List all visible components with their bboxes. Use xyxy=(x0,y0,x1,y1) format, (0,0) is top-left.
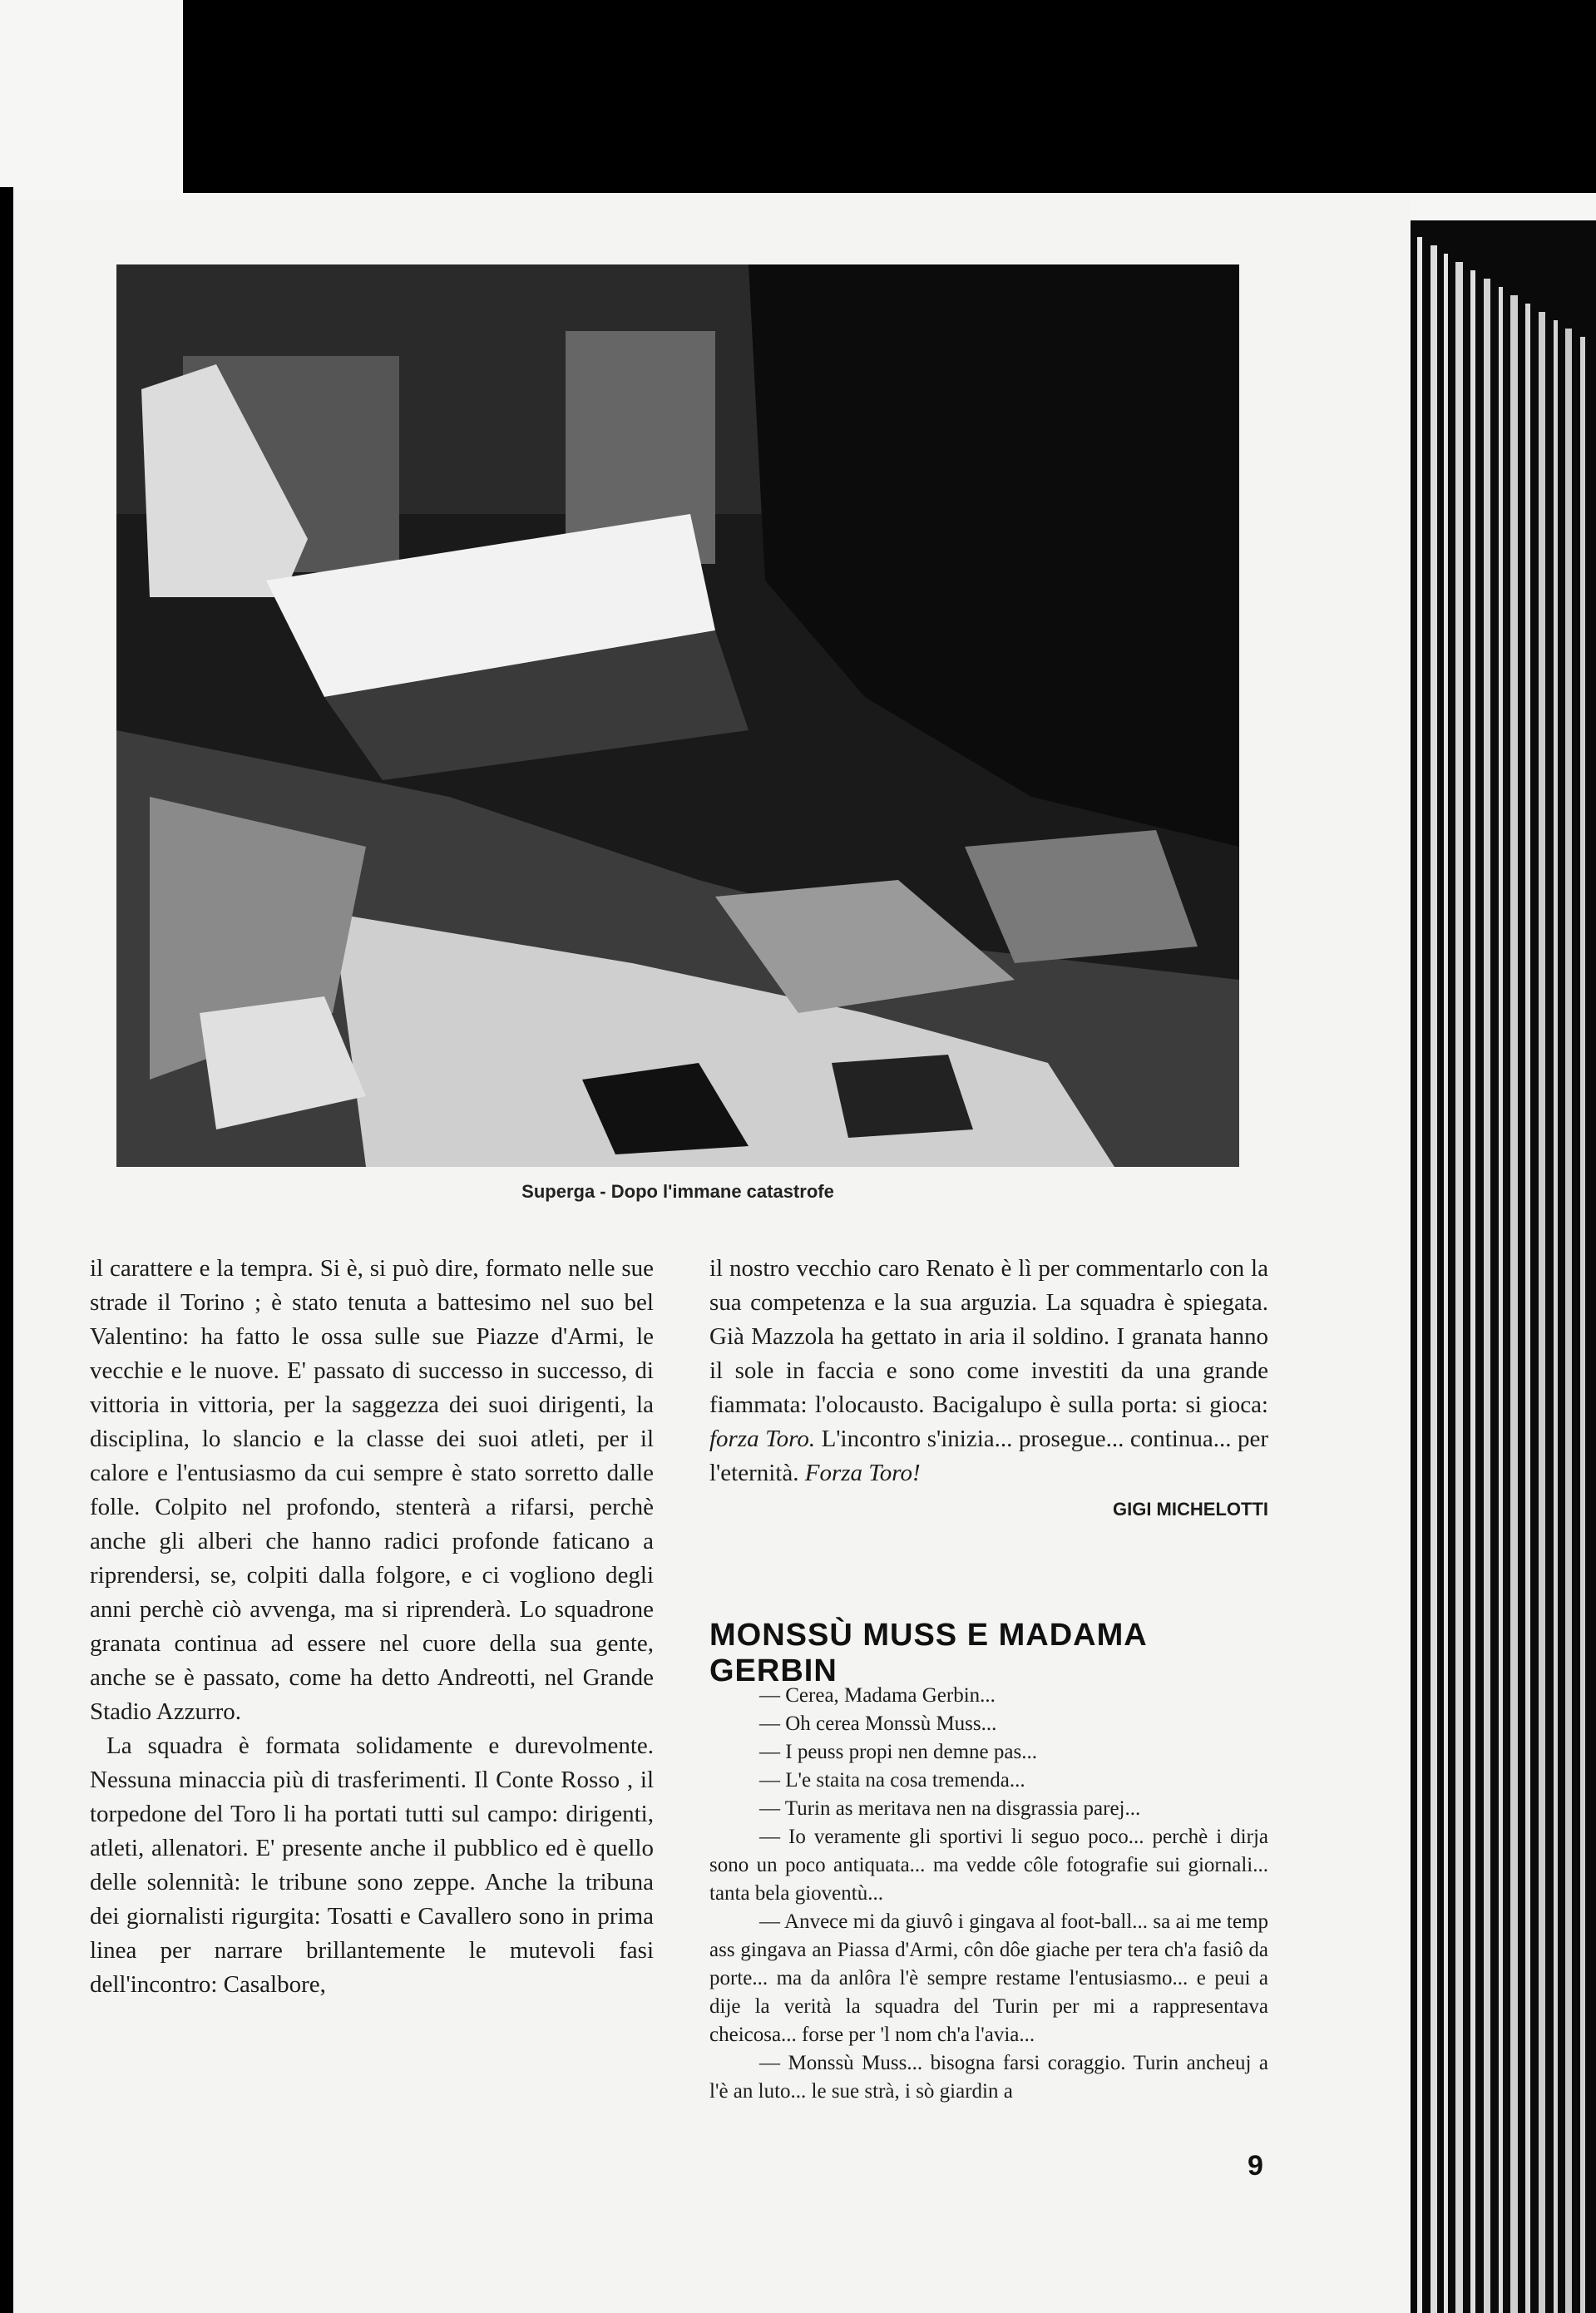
article-paragraph xyxy=(709,1252,1268,1490)
poem-line: — Io veramente gli sportivi li seguo poco... perchè i dirja sono un poco antiquata... ma vedde côle fotografie sui giornali... tanta bela gioventù... xyxy=(709,1826,1268,1905)
article-column-left xyxy=(90,1252,654,2002)
poem-line: — L'e staita na cosa tremenda... xyxy=(759,1769,1025,1792)
page-number: 9 xyxy=(1248,2150,1263,2182)
wreckage-image xyxy=(116,264,1239,1167)
poem-line: — Turin as meritava nen na disgrassia parej... xyxy=(759,1797,1141,1820)
scan-dark-border-left xyxy=(0,187,13,2313)
article-italic: forza Toro. xyxy=(709,1426,816,1452)
crash-photo xyxy=(116,264,1239,1167)
poem-line: — Oh cerea Monssù Muss... xyxy=(759,1713,997,1735)
poem-line: — Cerea, Madama Gerbin... xyxy=(759,1684,996,1707)
article-text: L'incontro s'inizia... prosegue... continua... per l'eternità. xyxy=(709,1426,1268,1486)
article-paragraph: il carattere e la tempra. Si è, si può dire, formato nelle sue strade il Torino ; è stato tenuta a battesimo nel suo bel Valentino: ha fatto le ossa sulle sue Piazze d'Armi, le vecchie e le nuove. E' passato di successo in successo, di vittoria in vittoria, per la saggezza dei suoi dirigenti, la disciplina, lo slancio e la classe dei suoi atleti, per il calore e l'entusiasmo da cui sempre è stato sorretto dalle folle. Colpito nel profondo, stenterà a rifarsi, perchè anche gli alberi che hanno radici profonde faticano a riprendersi, se, colpiti dalla folgore, e ci vogliono degli anni perchè ciò avvenga, ma si riprenderà. Lo squadrone granata continua ad essere nel cuore della sua gente, anche se è passato, come ha detto Andreotti, nel Grande Stadio Azzurro. xyxy=(90,1255,654,1725)
article-text: il nostro vecchio caro Renato è lì per commentarlo con la sua competenza e la sua arguzia. La squadra è spiegata. Già Mazzola ha gettato in aria il soldino. I granata hanno il sole in faccia e sono come investiti da una grande fiammata: l'olocausto. Bacigalupo è sulla porta: si gioca: xyxy=(709,1255,1268,1418)
article-paragraph: La squadra è formata solidamente e durevolmente. Nessuna minaccia più di trasferimenti. Il Conte Rosso , il torpedone del Toro li ha portati tutti sul campo: dirigenti, atleti, allenatori. E' presente anche il pubblico ed è quello delle solennità: le tribune sono zeppe. Anche la tribuna dei giornalisti rigurgita: Tosatti e Cavallero sono in prima linea per narrare brillantemente le mutevoli fasi dell'incontro: Casalbore, xyxy=(90,1732,654,1998)
poem-line: — Anvece mi da giuvô i gingava al foot-ball... sa ai me temp ass gingava an Piassa d'Armi, côn dôe giache per tera ch'a fasiô da porte... ma da anlôra l'è sempre restame l'entusiasmo... e peui a dije la verità la squadra del Turin per mi a rappresentava cheicosa... forse per 'l nom ch'a l'avia... xyxy=(709,1910,1268,2046)
article-column-right xyxy=(709,1252,1268,1526)
stacked-pages-decoration xyxy=(1394,220,1596,2313)
poem-line: — Monssù Muss... bisogna farsi coraggio. Turin ancheuj a l'è an luto... le sue strà, i sò giardin a xyxy=(709,2052,1268,2103)
book-page-edges xyxy=(1394,220,1596,2313)
poem-body xyxy=(709,1682,1268,2106)
article-italic: Forza Toro! xyxy=(804,1460,921,1486)
photo-caption: Superga - Dopo l'immane catastrofe xyxy=(521,1181,834,1202)
author-signature: GIGI MICHELOTTI xyxy=(1113,1499,1268,1520)
scan-dark-border-top xyxy=(183,0,1596,193)
poem-line: — I peuss propi nen demne pas... xyxy=(759,1741,1037,1763)
poem-title: MONSSÙ MUSS E MADAMA GERBIN xyxy=(709,1618,1147,1688)
